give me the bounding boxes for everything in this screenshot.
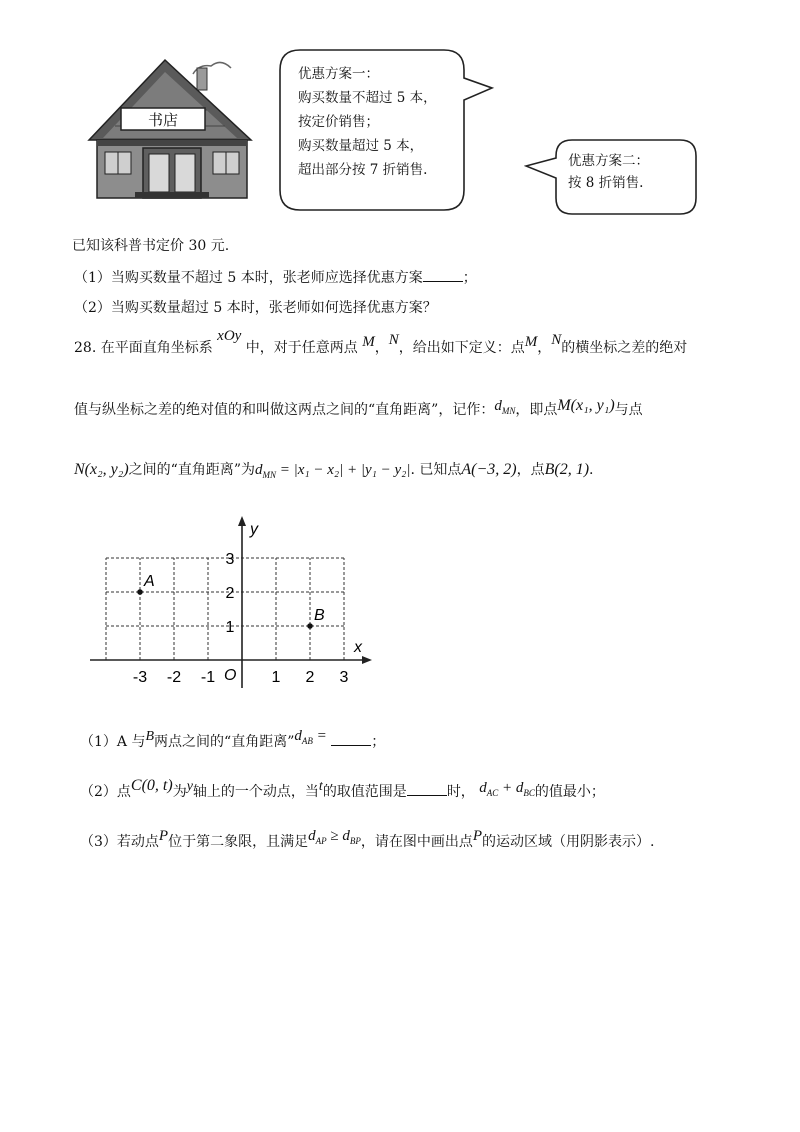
q28-xoy: xOy <box>217 328 242 344</box>
q28-line3 <box>74 460 594 485</box>
subq1-dab: $d_{AB}$ = <box>294 728 327 746</box>
subq2-f: 的值最小； <box>534 784 605 800</box>
q28-dmn: $d_{MN}$ <box>494 398 516 416</box>
subq2-a: （2）点 <box>80 784 131 800</box>
q28-N: N <box>388 332 399 348</box>
bubble1-line-2: 购买数量不超过 5 本， <box>298 90 437 106</box>
bubble1-line-5: 超出部分按 7 折销售. <box>298 162 428 178</box>
q27-part2: （2）当购买数量超过 5 本时，张老师如何选择优惠方案？ <box>74 300 437 316</box>
subq3-c: ，请在图中画出点 <box>360 834 473 850</box>
q27-part1-text: （1）当购买数量不超过 5 本时，张老师应选择优惠方案 <box>74 270 423 286</box>
subq1-B: B <box>145 729 155 744</box>
q28-M: M <box>362 334 375 350</box>
subq3-ineq: $d_{AP} \ge d_{BP}$ <box>308 828 361 846</box>
q28-line2-b: ，即点 <box>515 402 558 418</box>
q27-part1-end: ； <box>462 270 477 286</box>
subq3-b: 位于第二象限，且满足 <box>168 834 309 850</box>
bubble2-line-2: 按 8 折销售. <box>568 175 644 191</box>
data-point-b <box>307 623 313 629</box>
subq-2 <box>80 777 605 807</box>
q28-line2-c: 与点 <box>614 402 643 418</box>
subq2-t: t <box>318 779 323 794</box>
q28-N-point: N(x₂, y₂) <box>74 461 129 478</box>
q28-comma-2: ， <box>537 340 552 356</box>
coordinate-grid-chart <box>80 510 380 695</box>
subq2-b: 为 <box>172 784 187 800</box>
subq2-c: 轴上的一个动点，当 <box>192 784 319 800</box>
subq1-a: （1）A 与 <box>80 734 146 750</box>
q28-line2 <box>74 397 643 425</box>
subq2-expr: $d_{AC} + d_{BC}$ <box>479 780 535 798</box>
q28-point-A: A(−3, 2) <box>461 461 517 478</box>
x-tick-label: 1 <box>271 669 281 686</box>
x-axis-arrow <box>362 656 372 664</box>
store-sign: 书店 <box>147 112 179 129</box>
y-tick-label: 1 <box>225 619 235 636</box>
origin-label: O <box>224 667 237 684</box>
data-label-b: B <box>314 607 325 624</box>
q27-part1 <box>74 268 477 288</box>
q28-M-2: M <box>524 334 538 350</box>
bubble1-line-3: 按定价销售； <box>298 114 379 130</box>
bubble1-line-4: 购买数量超过 5 本， <box>298 138 424 154</box>
subq2-blank <box>407 795 447 796</box>
axes <box>90 516 372 688</box>
subq-1 <box>80 728 386 757</box>
subq3-d: 的运动区域（用阴影表示）. <box>482 834 655 850</box>
y-tick-label: 3 <box>225 551 235 568</box>
q28-point-B: B(2, 1) <box>544 461 590 478</box>
offer-plan-two-bubble <box>524 138 698 216</box>
subq2-d: 的取值范围是 <box>322 784 407 800</box>
subq3-P2: P <box>472 828 482 844</box>
q28-comma: ， <box>374 340 389 356</box>
subq1-end: ； <box>371 734 386 750</box>
x-tick-label: 2 <box>305 669 315 686</box>
q28-line1-c: ，给出如下定义：点 <box>398 340 525 356</box>
subq-3 <box>80 828 655 857</box>
q28-line3-a: 之间的“直角距离”为 <box>128 462 255 478</box>
q28-line3-b: . 已知点 <box>410 462 462 478</box>
x-tick-label: -2 <box>166 669 182 686</box>
bubble2-line-1: 优惠方案二： <box>568 153 649 169</box>
y-axis-label: y <box>250 521 258 538</box>
q28-N-2: N <box>551 332 562 348</box>
q28-line1-d: 的横坐标之差的绝对 <box>561 340 688 356</box>
data-label-a: A <box>144 573 155 590</box>
q27-given: 已知该科普书定价 30 元. <box>72 238 230 254</box>
q28-M-point: M(x₁, y₁) <box>557 397 615 414</box>
q28-period: . <box>589 462 594 478</box>
q28-line1-a: 28. 在平面直角坐标系 <box>74 340 213 356</box>
x-axis-label: x <box>354 639 362 656</box>
grid-lines <box>106 558 344 660</box>
q28-line1 <box>74 328 688 358</box>
x-tick-label: 3 <box>339 669 349 686</box>
q28-line3-c: ，点 <box>516 462 545 478</box>
y-axis-arrow <box>238 516 246 526</box>
q28-formula: $d_{MN} = |x_1 - x_2| + |y_1 - y_2|$ <box>254 462 411 480</box>
q28-line1-b: 中，对于任意两点 <box>245 340 358 356</box>
subq2-y: y <box>186 779 193 794</box>
subq1-blank <box>331 745 371 746</box>
subq3-P: P <box>158 828 169 844</box>
y-tick-label: 2 <box>225 585 235 602</box>
subq3-a: （3）若动点 <box>80 834 159 850</box>
x-tick-label: -3 <box>132 669 148 686</box>
data-point-a <box>137 589 143 595</box>
q28-line2-a: 值与纵坐标之差的绝对值的和叫做这两点之间的“直角距离”，记作： <box>74 402 495 418</box>
offer-plan-one-bubble <box>278 48 466 212</box>
subq1-b: 两点之间的“直角距离” <box>154 734 295 750</box>
tick-labels <box>133 521 363 686</box>
subq2-C: C(0, t) <box>130 777 173 794</box>
bookstore-illustration <box>85 52 260 202</box>
q27-part1-blank <box>423 281 463 282</box>
subq2-e: 时， <box>446 784 475 800</box>
x-tick-label: -1 <box>200 669 216 686</box>
bubble1-line-1: 优惠方案一： <box>298 66 379 82</box>
